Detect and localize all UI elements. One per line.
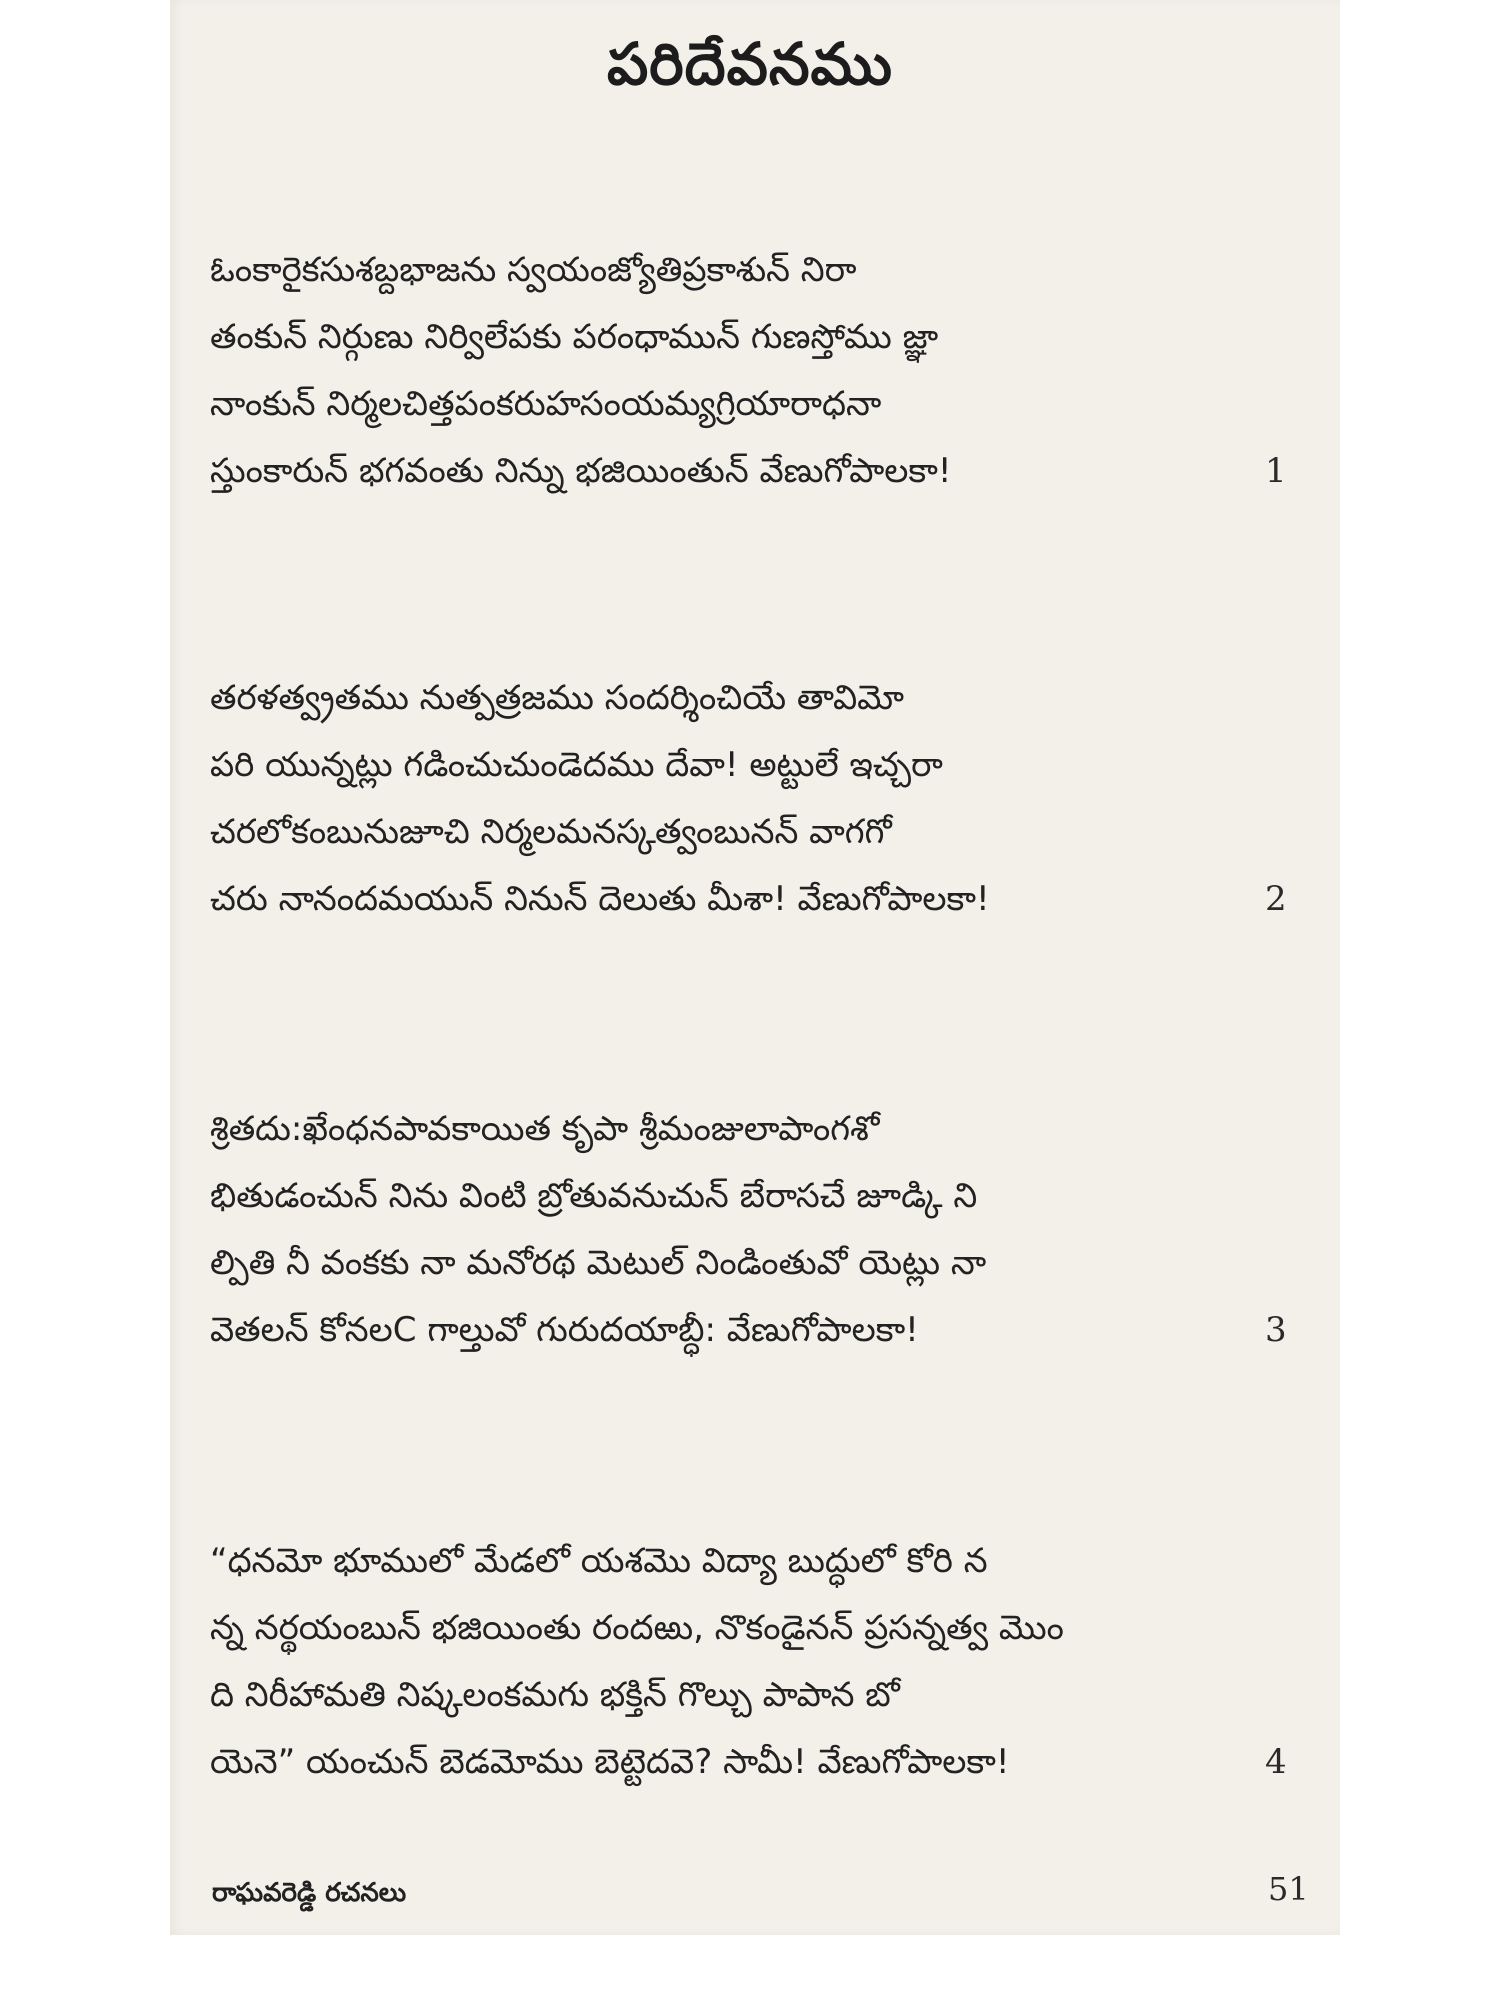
- verse-line: “ధనమో భూములో మేడలో యశమొ విద్యా బుద్ధులో కోరి న: [210, 1541, 988, 1581]
- verse-line: ల్పితి నీ వంకకు నా మనోరథ మెటుల్ నిండింతువో యెట్లు నా: [210, 1243, 987, 1283]
- page-number: 51: [1268, 1870, 1309, 1908]
- stanza-number: 2: [1265, 879, 1287, 919]
- verse-line-text: స్తుంకారున్ భగవంతు నిన్ను భజియింతున్ వేణుగోపాలకా!: [210, 451, 952, 491]
- verse-line: ఓంకారైకసుశబ్దభాజను స్వయంజ్యోతిప్రకాశున్ నిరా: [210, 250, 857, 290]
- verse-line-text: యెనె” యంచున్ బెడమోము బెట్టెదవె? సామీ! వేణుగోపాలకా!: [210, 1742, 1010, 1782]
- stanza-number: 4: [1265, 1742, 1287, 1782]
- verse-line: పరి యున్నట్లు గడించుచుండెదము దేవా! అట్టులే ఇచ్చరా: [210, 745, 943, 785]
- stanza-4: [210, 1528, 1310, 1796]
- stanza-2: [210, 665, 1310, 933]
- verse-line-text: చరు నానందమయున్ నినున్ దెలుతు మీశా! వేణుగోపాలకా!: [210, 879, 990, 919]
- verse-line: చరలోకంబునుజూచి నిర్మలమనస్కత్వంబునన్ వాగగో: [210, 812, 892, 852]
- verse-line-text: వెతలన్ కోనలC గాల్తువో గురుదయాబ్ధీ: వేణుగోపాలకా!: [210, 1310, 919, 1350]
- stanza-3: [210, 1096, 1310, 1364]
- verse-line-last: [210, 1297, 1310, 1364]
- verse-line: శ్రితదు:ఖేంధనపావకాయిత కృపా శ్రీమంజులాపాంగశో: [210, 1109, 880, 1149]
- verse-line: తరళత్వ్రతము నుత్పత్రజము సందర్శించియే తావిమో: [210, 678, 905, 718]
- verse-line: నాంకున్ నిర్మలచిత్తపంకరుహసంయమ్యగ్రియారాధనా: [210, 384, 882, 424]
- verse-line: తంకున్ నిర్గుణు నిర్విలేపకు పరంధామున్ గుణస్తోము జ్ఞా: [210, 317, 939, 357]
- stanza-number: 1: [1265, 451, 1287, 491]
- page-title: పరిదేవనము: [607, 30, 893, 98]
- stanza-number: 3: [1265, 1310, 1287, 1350]
- verse-line: భితుడంచున్ నిను వింటి బ్రోతువనుచున్ బేరాసచే జూడ్కి ని: [210, 1176, 978, 1216]
- verse-line-last: [210, 1729, 1310, 1796]
- verse-line: న్న నర్థయంబున్ భజియింతు రందఱు, నొకండైనన్ ప్రసన్నత్వ మొం: [210, 1608, 1064, 1648]
- verse-line-last: [210, 866, 1310, 933]
- verse-line-last: [210, 438, 1310, 505]
- book-title-footer: రాఘవరెడ్డి రచనలు: [212, 1878, 407, 1908]
- verse-line: ది నిరీహామతి నిష్కలంకమగు భక్తిన్ గొల్చు పాపాన బో: [210, 1675, 900, 1715]
- stanza-1: [210, 237, 1310, 505]
